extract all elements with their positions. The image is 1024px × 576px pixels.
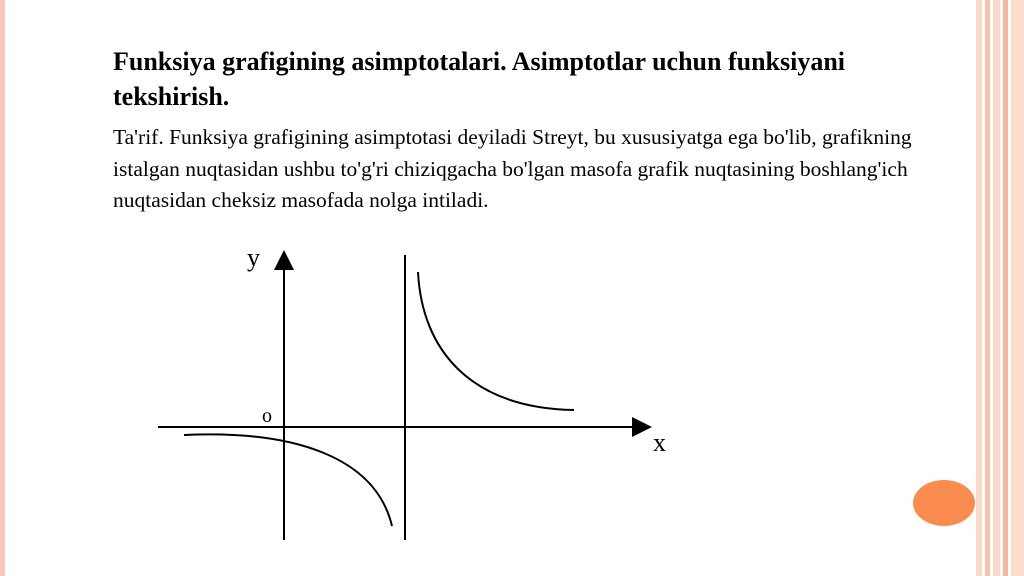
x-axis-label: x	[653, 428, 666, 457]
stripe	[1003, 0, 1008, 576]
definition-text: Ta'rif. Funksiya grafigining asimptotasi deyiladi Streyt, bu xususiyatga ega bo'lib, grafikning istalgan nuqtasidan ushbu to'g'ri chiziqgacha bo'lgan masofa grafik nuqtasining boshlang'ich nuqtasidan cheksiz masofada nolga intiladi.	[113, 125, 912, 212]
left-border	[0, 0, 5, 576]
origin-label: o	[262, 405, 272, 427]
stripe	[1011, 0, 1024, 576]
asymptote-graph	[150, 240, 690, 550]
stripe	[993, 0, 1000, 576]
lower-left-branch	[184, 434, 392, 526]
y-axis-label: y	[247, 243, 260, 272]
decorative-stripes	[976, 0, 1024, 576]
decorative-orange-circle	[913, 480, 975, 526]
upper-right-branch	[418, 272, 574, 410]
stripe	[976, 0, 982, 576]
stripe	[985, 0, 990, 576]
slide-title: Funksiya grafigining asimptotalari. Asimptotlar uchun funksiyani tekshirish.	[113, 47, 846, 111]
